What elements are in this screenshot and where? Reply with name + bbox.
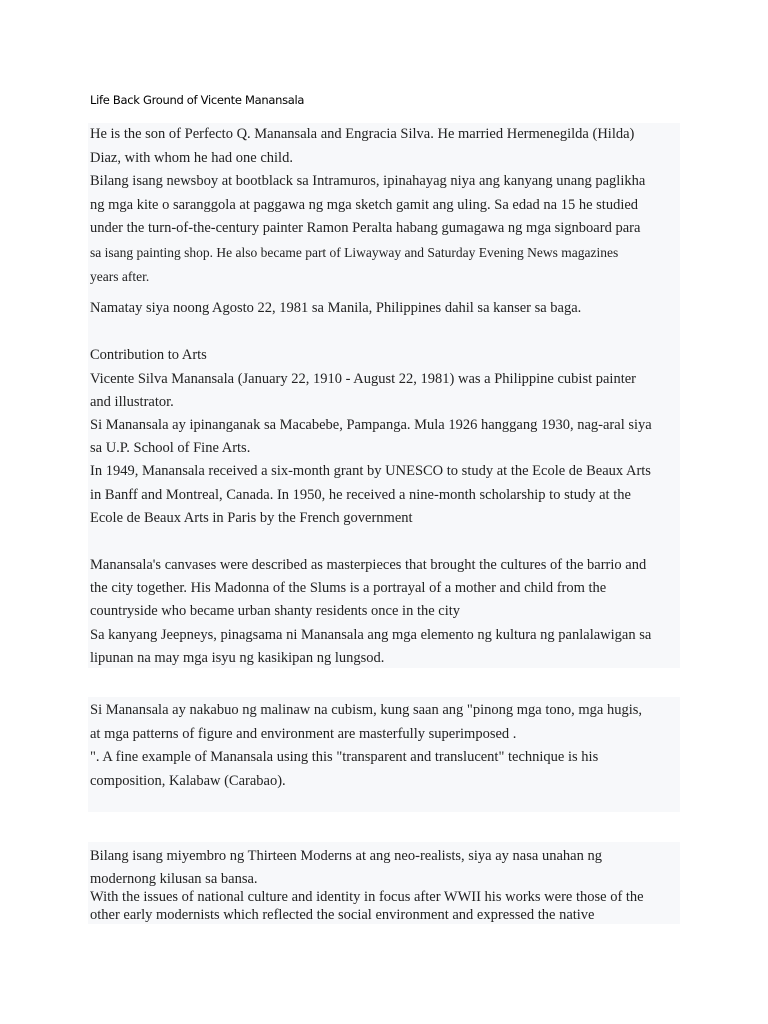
- text-block-cubism: [88, 697, 680, 812]
- text-block-biography: [88, 123, 680, 668]
- text-line: Manansala's canvases were described as masterpieces that brought the cultures of the barrio and: [90, 557, 647, 573]
- text-line: Bilang isang miyembro ng Thirteen Moderns at ang neo-realists, siya ay nasa unahan ng: [90, 848, 602, 864]
- text-line: under the turn-of-the-century painter Ramon Peralta habang gumagawa ng mga signboard para: [90, 220, 641, 236]
- text-line: and illustrator.: [90, 394, 174, 410]
- text-line: other early modernists which reflected the social environment and expressed the native: [90, 907, 595, 923]
- text-line: He is the son of Perfecto Q. Manansala and Engracia Silva. He married Hermenegilda (Hilda): [90, 126, 635, 142]
- text-line: at mga patterns of figure and environment are masterfully superimposed .: [90, 726, 517, 742]
- text-line: Sa kanyang Jeepneys, pinagsama ni Manansala ang mga elemento ng kultura ng panlalawigan sa: [90, 627, 652, 643]
- text-line: Namatay siya noong Agosto 22, 1981 sa Manila, Philippines dahil sa kanser sa baga.: [90, 300, 582, 316]
- text-line: With the issues of national culture and identity in focus after WWII his works were those of the: [90, 889, 644, 905]
- text-line: Vicente Silva Manansala (January 22, 1910 - August 22, 1981) was a Philippine cubist painter: [90, 371, 636, 387]
- text-line: the city together. His Madonna of the Slums is a portrayal of a mother and child from the: [90, 580, 607, 596]
- text-line: Bilang isang newsboy at bootblack sa Intramuros, ipinahayag niya ang kanyang unang paglikha: [90, 173, 646, 189]
- text-line: years after.: [90, 269, 150, 284]
- text-line: Si Manansala ay nakabuo ng malinaw na cubism, kung saan ang "pinong mga tono, mga hugis,: [90, 702, 642, 718]
- section-heading: Contribution to Arts: [90, 347, 207, 363]
- text-line: composition, Kalabaw (Carabao).: [90, 773, 286, 789]
- document-title: Life Back Ground of Vicente Manansala: [90, 93, 305, 107]
- text-line: In 1949, Manansala received a six-month grant by UNESCO to study at the Ecole de Beaux Arts: [90, 463, 651, 479]
- text-line: sa U.P. School of Fine Arts.: [90, 440, 251, 456]
- text-line: lipunan na may mga isyu ng kasikipan ng lungsod.: [90, 650, 385, 666]
- text-line: in Banff and Montreal, Canada. In 1950, he received a nine-month scholarship to study at the: [90, 487, 631, 503]
- text-line: countryside who became urban shanty residents once in the city: [90, 603, 461, 619]
- text-line: ". A fine example of Manansala using this "transparent and translucent" technique is his: [90, 749, 599, 765]
- text-line: Si Manansala ay ipinanganak sa Macabebe, Pampanga. Mula 1926 hanggang 1930, nag-aral siya: [90, 417, 652, 433]
- text-line: Diaz, with whom he had one child.: [90, 150, 293, 166]
- text-line: ng mga kite o saranggola at paggawa ng mga sketch gamit ang uling. Sa edad na 15 he studied: [90, 197, 639, 213]
- text-block-thirteen-moderns: [88, 842, 680, 924]
- text-line: Ecole de Beaux Arts in Paris by the French government: [90, 510, 413, 526]
- text-line: modernong kilusan sa bansa.: [90, 871, 258, 887]
- text-line: sa isang painting shop. He also became part of Liwayway and Saturday Evening News magazines: [90, 245, 619, 260]
